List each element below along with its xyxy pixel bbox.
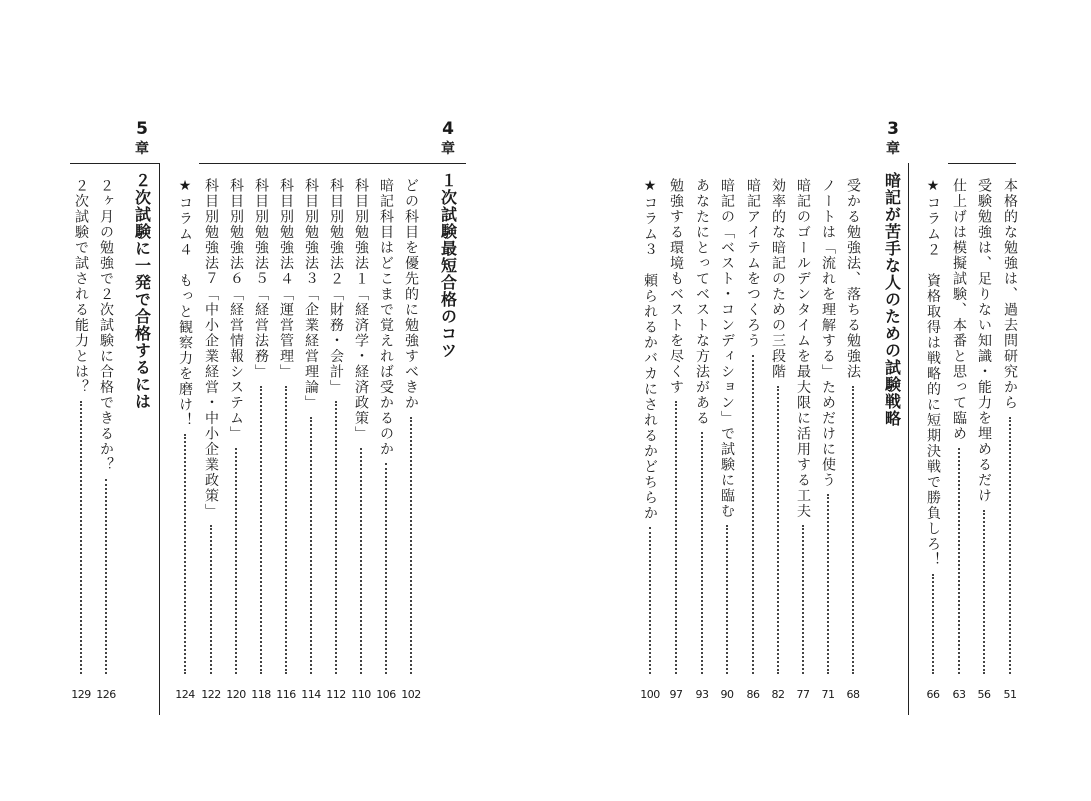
leader-dots (802, 525, 804, 674)
section-heading-text: ２次試験に一発で合格するには (132, 172, 152, 410)
toc-entry[interactable] (792, 178, 814, 676)
chapter-4-top-rule (199, 163, 466, 164)
toc-entry-page: 68 (846, 688, 860, 701)
toc-entry[interactable] (716, 178, 738, 676)
toc-entry-title: 仕上げは模擬試験、本番と思って臨め (951, 178, 967, 442)
toc-entry-title: ２ヶ月の勉強で２次試験に合格できるか？ (98, 178, 114, 473)
toc-entry-title: 受かる勉強法、落ちる勉強法 (845, 178, 861, 380)
toc-entry-page: 51 (1003, 688, 1017, 701)
toc-entry[interactable] (225, 178, 247, 676)
toc-entry-title: 科目別勉強法２「財務・会計」 (328, 178, 344, 395)
section-heading (881, 172, 903, 670)
section-heading-text: 暗記が苦手な人のための試験戦略 (882, 172, 902, 427)
toc-entry-page: 93 (695, 688, 709, 701)
toc-entry[interactable] (174, 178, 196, 676)
toc-entry-title: 暗記のゴールデンタイムを最大限に活用する工夫 (795, 178, 811, 519)
section-heading-text: １次試験最短合格のコツ (438, 172, 458, 359)
toc-entry[interactable] (842, 178, 864, 676)
toc-entry[interactable] (767, 178, 789, 676)
toc-entry-page: 56 (977, 688, 991, 701)
section-heading (131, 172, 153, 670)
section-heading (437, 172, 459, 670)
toc-entry-page: 116 (276, 688, 296, 701)
leader-dots (260, 386, 262, 675)
leader-dots (410, 417, 412, 675)
chapter-3-suffix: 章 (886, 141, 900, 157)
leader-dots (385, 463, 387, 674)
toc-entry-page: 86 (746, 688, 760, 701)
toc-entry-title: ★コラム４ もっと観察力を磨け！ (177, 178, 193, 428)
toc-entry-page: 97 (669, 688, 683, 701)
toc-entry[interactable] (400, 178, 422, 676)
chapter-5-label (131, 120, 153, 159)
toc-entry[interactable] (639, 178, 661, 676)
chapter-5-number: 5 (136, 119, 148, 139)
leader-dots (184, 434, 186, 674)
toc-entry-title: ★コラム２ 資格取得は戦略的に短期決戦で勝負しろ！ (925, 178, 941, 568)
toc-entry[interactable] (922, 178, 944, 676)
toc-entry-page: 122 (201, 688, 221, 701)
toc-entry-title: 本格的な勉強は、過去問研究から (1002, 178, 1018, 411)
toc-entry[interactable] (665, 178, 687, 676)
leader-dots (852, 386, 854, 675)
toc-entry-page: 63 (952, 688, 966, 701)
toc-entry-title: 科目別勉強法３「企業経営理論」 (303, 178, 319, 411)
toc-entry-title: 科目別勉強法５「経営法務」 (253, 178, 269, 380)
chapter-5-top-rule (70, 163, 159, 164)
toc-entry-title: 勉強する環境もベストを尽くす (668, 178, 684, 395)
toc-entry-page: 100 (640, 688, 660, 701)
toc-entry-page: 110 (351, 688, 371, 701)
leader-dots (235, 448, 237, 675)
toc-entry-title: 暗記アイテムをつくろう (745, 178, 761, 349)
leader-dots (210, 525, 212, 674)
toc-entry[interactable] (70, 178, 92, 676)
leader-dots (958, 448, 960, 675)
leader-dots (675, 401, 677, 674)
toc-entry[interactable] (691, 178, 713, 676)
toc-entry[interactable] (350, 178, 372, 676)
toc-entry-title: 科目別勉強法４「運営管理」 (278, 178, 294, 380)
toc-entry-page: 118 (251, 688, 271, 701)
leader-dots (827, 494, 829, 674)
toc-entry[interactable] (375, 178, 397, 676)
toc-entry[interactable] (742, 178, 764, 676)
toc-entry-page: 71 (821, 688, 835, 701)
leader-dots (360, 448, 362, 675)
leader-dots (105, 479, 107, 675)
toc-entry-page: 124 (175, 688, 195, 701)
toc-entry-page: 77 (796, 688, 810, 701)
toc-entry[interactable] (973, 178, 995, 676)
chapter-3-label (882, 120, 904, 159)
chapter-5-divider (159, 163, 160, 715)
leader-dots (335, 401, 337, 674)
chapter-3-top-rule (948, 163, 1016, 164)
toc-entry-title: 暗記科目はどこまで覚えれば受かるのか (378, 178, 394, 457)
toc-entry-title: 科目別勉強法６「経営情報システム」 (228, 178, 244, 442)
chapter-4-number: 4 (442, 119, 454, 139)
leader-dots (701, 432, 703, 674)
chapter-4-label (437, 120, 459, 159)
toc-entry[interactable] (999, 178, 1021, 676)
toc-entry[interactable] (325, 178, 347, 676)
leader-dots (285, 386, 287, 675)
leader-dots (983, 510, 985, 675)
toc-entry-title: 科目別勉強法７「中小企業経営・中小企業政策」 (203, 178, 219, 519)
toc-entry-title: 科目別勉強法１「経済学・経済政策」 (353, 178, 369, 442)
leader-dots (932, 574, 934, 675)
leader-dots (752, 355, 754, 675)
chapter-3-divider (908, 163, 909, 715)
toc-entry-page: 66 (926, 688, 940, 701)
toc-entry-page: 112 (326, 688, 346, 701)
toc-entry-title: 暗記の「ベスト・コンディション」で試験に臨む (719, 178, 735, 519)
toc-entry-title: ノートは「流れを理解する」ためだけに使う (820, 178, 836, 488)
leader-dots (726, 525, 728, 674)
toc-entry-page: 82 (771, 688, 785, 701)
toc-entry-page: 106 (376, 688, 396, 701)
toc-entry-page: 114 (301, 688, 321, 701)
leader-dots (1009, 417, 1011, 675)
toc-entry-page: 126 (96, 688, 116, 701)
toc-entry-title: どの科目を優先的に勉強すべきか (403, 178, 419, 411)
chapter-4-suffix: 章 (441, 141, 455, 157)
toc-entry-title: 効率的な暗記のための三段階 (770, 178, 786, 380)
leader-dots (777, 386, 779, 675)
toc-entry[interactable] (817, 178, 839, 676)
toc-entry[interactable] (250, 178, 272, 676)
toc-entry-page: 102 (401, 688, 421, 701)
chapter-5-suffix: 章 (135, 141, 149, 157)
toc-entry[interactable] (948, 178, 970, 676)
chapter-3-number: 3 (887, 119, 899, 139)
leader-dots (649, 527, 651, 674)
toc-entry-page: 120 (226, 688, 246, 701)
leader-dots (310, 417, 312, 675)
toc-entry-page: 129 (71, 688, 91, 701)
toc-entry-page: 90 (720, 688, 734, 701)
toc-entry-title: あなたにとってベストな方法がある (694, 178, 710, 426)
toc-entry[interactable] (300, 178, 322, 676)
toc-entry[interactable] (275, 178, 297, 676)
leader-dots (80, 401, 82, 674)
toc-entry[interactable] (200, 178, 222, 676)
toc-entry-title: ★コラム３ 頼られるかバカにされるかどちらか (642, 178, 658, 521)
toc-entry-title: 受験勉強は、足りない知識・能力を埋めるだけ (976, 178, 992, 504)
toc-entry[interactable] (95, 178, 117, 676)
toc-entry-title: ２次試験で試される能力とは？ (73, 178, 89, 395)
